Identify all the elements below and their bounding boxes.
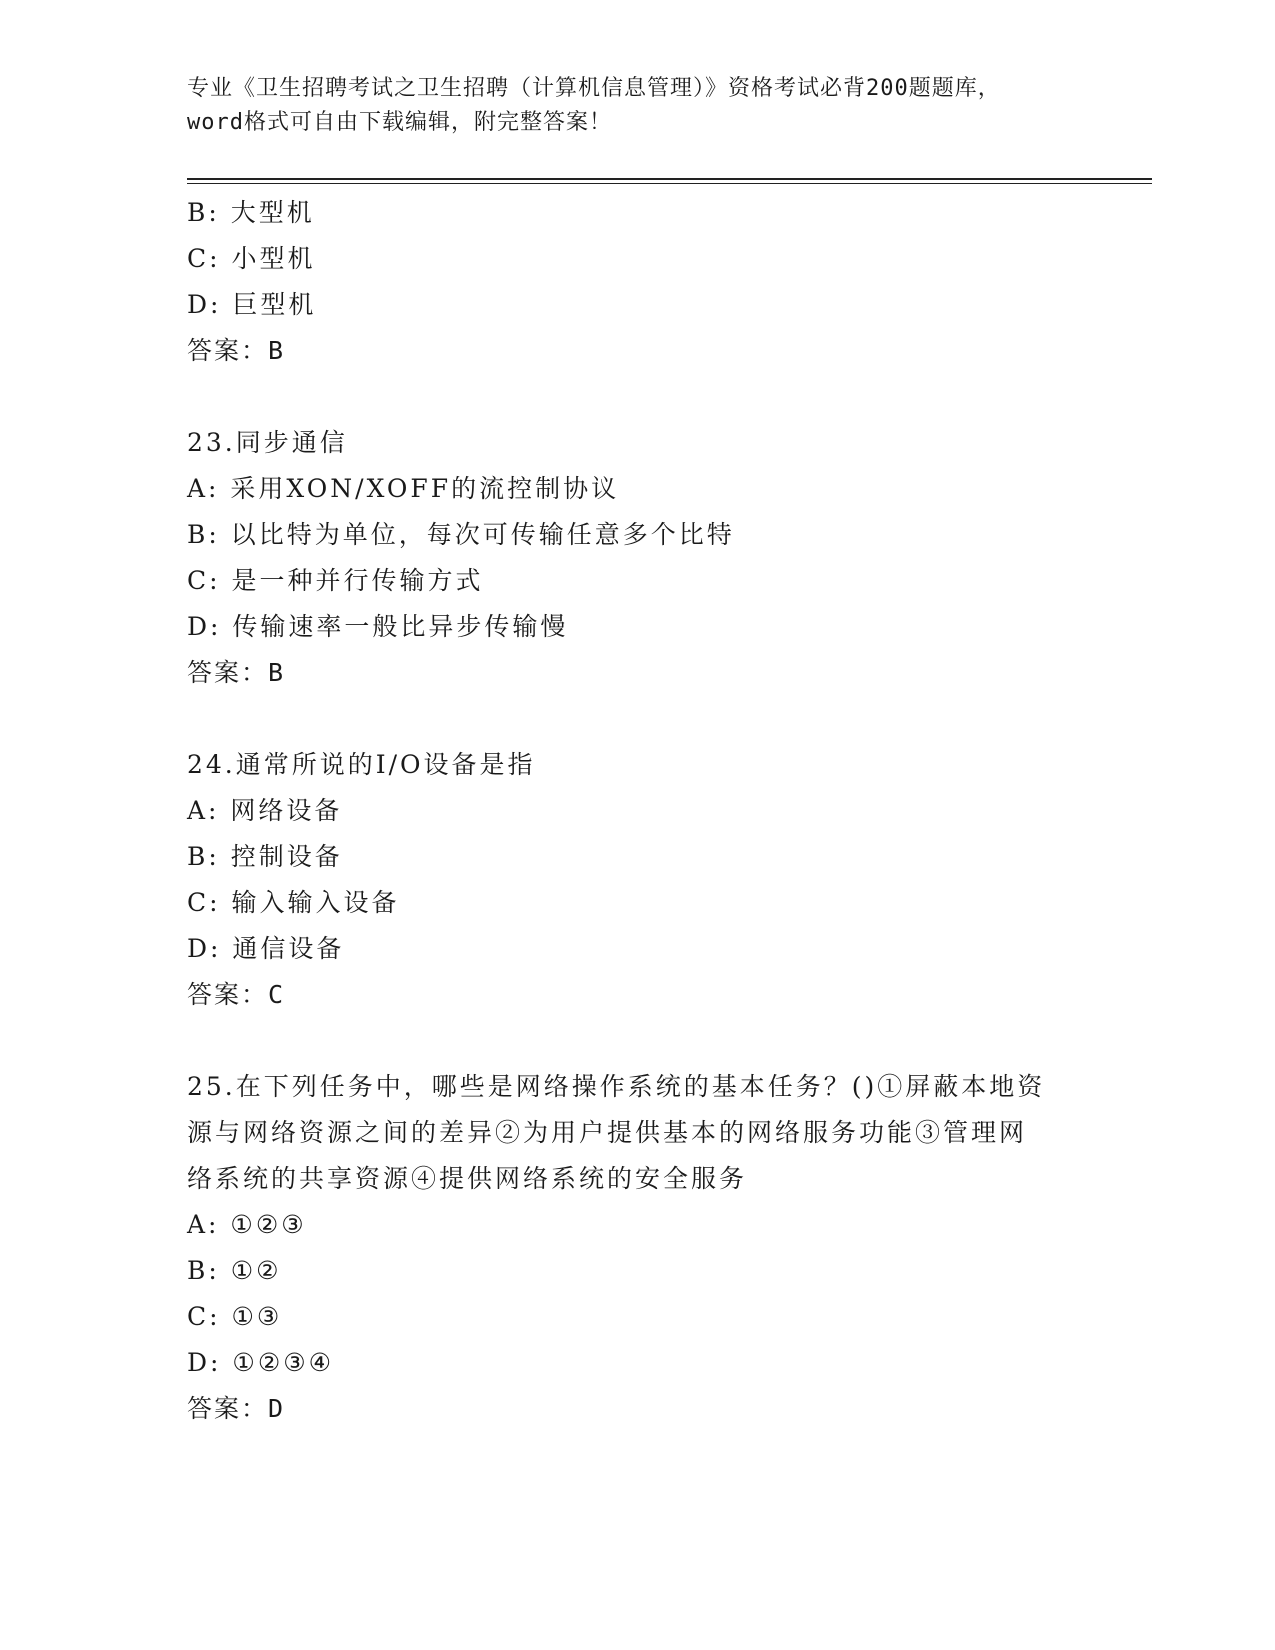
answer-label: 答案： [187,980,269,1009]
answer-value: B [268,336,286,365]
answer-line [187,972,1087,1018]
option-b: B: ①② [187,1256,282,1285]
header-divider-bottom [187,183,1152,184]
option-c: C: 小型机 [187,244,316,273]
answer-value: D [268,1394,286,1423]
option-a: A: ①②③ [187,1210,307,1239]
answer-label: 答案： [187,1394,269,1423]
spacer [187,696,1087,742]
question-stem-line-1: 25.在下列任务中，哪些是网络操作系统的基本任务？()①屏蔽本地资 [187,1072,1046,1101]
answer-line [187,650,1087,696]
answer-line [187,328,1087,374]
option-b: B: 大型机 [187,198,315,227]
question-stem: 24.通常所说的I/O设备是指 [187,750,536,779]
option-d: D: 通信设备 [187,934,345,963]
answer-value: B [268,658,286,687]
header-line-2: word格式可自由下载编辑，附完整答案！ [187,110,612,135]
option-d: D: 巨型机 [187,290,317,319]
spacer [187,374,1087,420]
document-header [187,72,1087,140]
option-b: B: 控制设备 [187,842,343,871]
spacer [187,1018,1087,1064]
question-stem-line-2: 源与网络资源之间的差异②为用户提供基本的网络服务功能③管理网 [187,1118,1028,1147]
question-list [187,190,1087,1432]
question-stem-line-3: 络系统的共享资源④提供网络系统的安全服务 [187,1164,748,1193]
option-a: A: 采用XON/XOFF的流控制协议 [187,474,620,503]
question-25 [187,1064,1087,1432]
answer-value: C [268,980,286,1009]
question-22 [187,190,1087,374]
option-a: A: 网络设备 [187,796,343,825]
question-24 [187,742,1087,1018]
question-23 [187,420,1087,696]
answer-line [187,1386,1087,1432]
header-divider-top [187,178,1152,180]
option-c: C: ①③ [187,1302,283,1331]
option-b: B: 以比特为单位，每次可传输任意多个比特 [187,520,735,549]
answer-label: 答案： [187,658,269,687]
option-c: C: 输入输入设备 [187,888,400,917]
header-line-1: 专业《卫生招聘考试之卫生招聘（计算机信息管理）》资格考试必背200题题库， [187,76,1001,101]
answer-label: 答案： [187,336,269,365]
option-c: C: 是一种并行传输方式 [187,566,484,595]
option-d: D: ①②③④ [187,1348,335,1377]
option-d: D: 传输速率一般比异步传输慢 [187,612,569,641]
question-stem [187,1064,1067,1202]
question-stem: 23.同步通信 [187,428,348,457]
